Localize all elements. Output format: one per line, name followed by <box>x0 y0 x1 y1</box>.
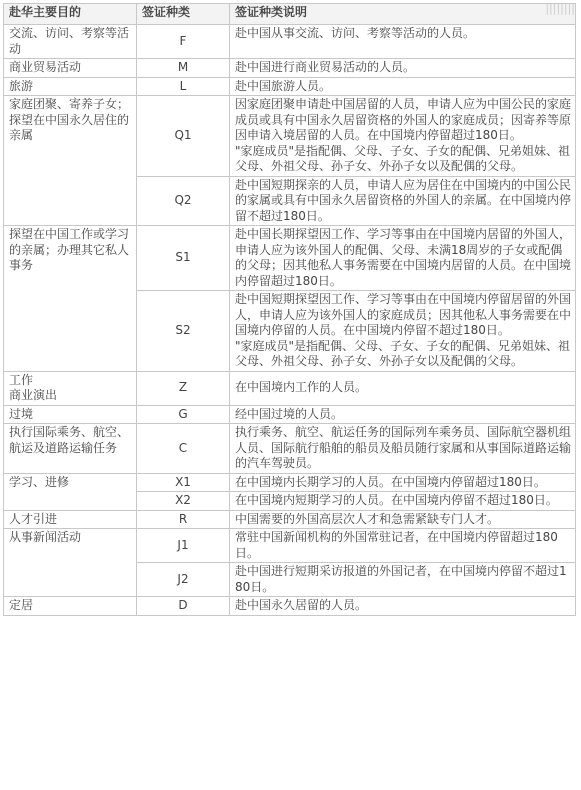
visa-type-cell: X2 <box>137 492 230 511</box>
visa-type-cell: C <box>137 424 230 474</box>
purpose-cell: 家庭团聚、寄养子女；探望在中国永久居住的亲属 <box>4 96 137 226</box>
purpose-cell: 过境 <box>4 405 137 424</box>
description-cell: 在中国境内长期学习的人员。在中国境内停留超过180日。 <box>230 473 576 492</box>
header-purpose: 赴华主要目的 <box>4 4 137 25</box>
visa-type-cell: J2 <box>137 563 230 597</box>
description-cell: 经中国过境的人员。 <box>230 405 576 424</box>
purpose-cell: 学习、进修 <box>4 473 137 510</box>
description-cell <box>230 96 576 177</box>
description-cell: 赴中国旅游人员。 <box>230 77 576 96</box>
table-row-x1 <box>4 473 576 492</box>
table-row-g <box>4 405 576 424</box>
header-description: 签证种类说明 <box>230 4 576 25</box>
visa-type-cell: F <box>137 25 230 59</box>
family-member-note: "家庭成员"是指配偶、父母、子女、子女的配偶、兄弟姐妹、祖父母、外祖父母、孙子女、外孙子女以及配偶的父母。 <box>235 143 571 173</box>
description-cell: 赴中国进行商业贸易活动的人员。 <box>230 59 576 78</box>
table-row-m <box>4 59 576 78</box>
description-cell: 赴中国长期探望因工作、学习等事由在中国境内居留的外国人，申请人应为该外国人的配偶、父母、未满18周岁的子女或配偶的父母；因其他私人事务需要在中国境内居留的人员。在中国境内停留超过180日。 <box>230 226 576 291</box>
visa-type-cell: D <box>137 597 230 616</box>
description-text: 因家庭团聚申请赴中国居留的人员，申请人应为中国公民的家庭成员或具有中国永久居留资格的外国人的家庭成员；因寄养等原因申请入境居留的人员。在中国境内停留超过180日。 <box>235 97 572 142</box>
watermark: |||||||| <box>545 2 575 15</box>
visa-type-cell: Z <box>137 371 230 405</box>
visa-type-table <box>3 3 576 616</box>
description-cell: 执行乘务、航空、航运任务的国际列车乘务员、国际航空器机组人员、国际航行船舶的船员及船员随行家属和从事国际道路运输的汽车驾驶员。 <box>230 424 576 474</box>
table-header <box>4 4 576 25</box>
visa-type-cell: L <box>137 77 230 96</box>
table-row-f <box>4 25 576 59</box>
description-cell: 在中国境内工作的人员。 <box>230 371 576 405</box>
visa-type-cell: G <box>137 405 230 424</box>
purpose-cell: 探望在中国工作或学习的亲属；办理其它私人事务 <box>4 226 137 372</box>
header-row <box>4 4 576 25</box>
purpose-cell: 执行国际乘务、航空、航运及道路运输任务 <box>4 424 137 474</box>
purpose-cell: 定居 <box>4 597 137 616</box>
visa-type-cell: Q2 <box>137 176 230 226</box>
table-body <box>4 25 576 616</box>
visa-type-cell: S2 <box>137 291 230 372</box>
table-row-j1 <box>4 529 576 563</box>
purpose-cell: 人才引进 <box>4 510 137 529</box>
description-cell: 赴中国进行短期采访报道的外国记者，在中国境内停留不超过180日。 <box>230 563 576 597</box>
table-row-d <box>4 597 576 616</box>
description-cell: 赴中国永久居留的人员。 <box>230 597 576 616</box>
header-type: 签证种类 <box>137 4 230 25</box>
table-row-c <box>4 424 576 474</box>
purpose-cell: 从事新闻活动 <box>4 529 137 597</box>
description-cell: 赴中国从事交流、访问、考察等活动的人员。 <box>230 25 576 59</box>
family-member-note: "家庭成员"是指配偶、父母、子女、子女的配偶、兄弟姐妹、祖父母、外祖父母、孙子女、外孙子女以及配偶的父母。 <box>235 338 571 368</box>
description-cell: 中国需要的外国高层次人才和急需紧缺专门人才。 <box>230 510 576 529</box>
visa-type-cell: M <box>137 59 230 78</box>
purpose-cell: 旅游 <box>4 77 137 96</box>
description-text: 赴中国短期探望因工作、学习等事由在中国境内停留居留的外国人，申请人应为该外国人的家庭成员；因其他私人事务需要在中国境内停留的人员。在中国境内停留不超过180日。 <box>235 292 572 337</box>
purpose-work: 工作 <box>9 372 34 387</box>
table-row-r <box>4 510 576 529</box>
purpose-cell: 交流、访问、考察等活动 <box>4 25 137 59</box>
visa-type-cell: S1 <box>137 226 230 291</box>
description-cell: 在中国境内短期学习的人员。在中国境内停留不超过180日。 <box>230 492 576 511</box>
description-cell: 常驻中国新闻机构的外国常驻记者，在中国境内停留超过180日。 <box>230 529 576 563</box>
visa-type-cell: J1 <box>137 529 230 563</box>
visa-type-cell: R <box>137 510 230 529</box>
purpose-cell: 商业贸易活动 <box>4 59 137 78</box>
table-row-q1 <box>4 96 576 177</box>
visa-type-cell: Q1 <box>137 96 230 177</box>
table-row-l <box>4 77 576 96</box>
purpose-commercial-performance: 商业演出 <box>9 388 58 402</box>
description-cell <box>230 291 576 372</box>
table-row-z <box>4 371 576 405</box>
description-cell: 赴中国短期探亲的人员，申请人应为居住在中国境内的中国公民的家属或具有中国永久居留资格的外国人的亲属。在中国境内停留不超过180日。 <box>230 176 576 226</box>
purpose-cell <box>4 371 137 405</box>
table-row-s1 <box>4 226 576 291</box>
visa-type-cell: X1 <box>137 473 230 492</box>
